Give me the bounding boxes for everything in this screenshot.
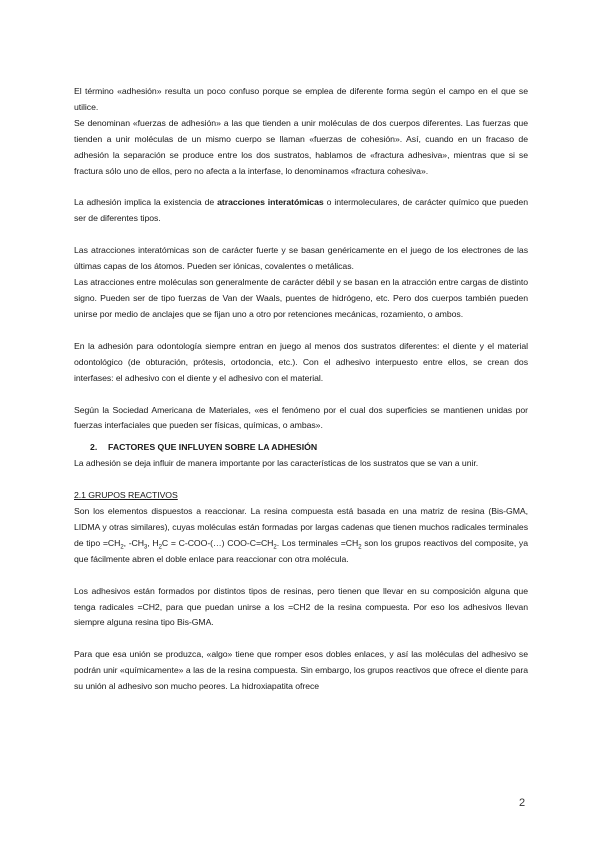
document-page xyxy=(74,84,528,695)
subscript: 3 xyxy=(144,544,148,551)
subsection-heading: 2.1 GRUPOS REACTIVOS xyxy=(74,490,178,501)
paragraph-interatomic xyxy=(74,195,528,227)
section-heading xyxy=(90,440,528,456)
text-run: , -CH xyxy=(123,537,144,548)
paragraph-definition: Según la Sociedad Americana de Materiales, «es el fenómeno por el cual dos superficies se mantienen unidas por fuerzas interfaciales que pueden ser físicas, químicas, o ambas». xyxy=(74,404,528,431)
text-run: C = C-COO-(…) COO-C=CH xyxy=(161,537,274,548)
subscript: 2 xyxy=(273,544,277,551)
page-number: 2 xyxy=(519,797,526,809)
text-run: La adhesión implica la existencia de xyxy=(74,197,218,208)
subscript: 2 xyxy=(158,544,162,551)
paragraph-adhesion-term: El término «adhesión» resulta un poco confuso porque se emplea de diferente forma según el campo en el que se utilice. xyxy=(74,86,528,112)
text-run: son los grupos reactivos del composite, ya que fácilmente abren el doble enlace para reaccionar con otra molécula. xyxy=(74,537,529,564)
section-title: FACTORES QUE INFLUYEN SOBRE LA ADHESIÓN xyxy=(108,442,318,453)
paragraph-adhesives: Los adhesivos están formados por distintos tipos de resinas, pero tienen que llevar en su composición alguna que tenga radicales =CH2, para que puedan unirse a los =CH2 de la resina compuesta. Por eso los adhesivos llevan siempre alguna resina tipo Bis-GMA. xyxy=(74,585,528,628)
paragraph-factors: La adhesión se deja influir de manera importante por las características de los sustratos que se van a unir. xyxy=(74,458,479,469)
subscript: 2 xyxy=(120,544,124,551)
paragraph-intermolecular: Las atracciones entre moléculas son generalmente de carácter débil y se basan en la atracción entre cargas de distinto signo. Pueden ser de tipo fuerzas de Van der Waals, puentes de hidrógeno, etc. Pero dos cuerpos también pueden unirse por medio de anclajes que se fijan uno a otro por retenciones mecánicas, rozamiento, o ambos. xyxy=(74,277,528,319)
subscript: 2 xyxy=(358,544,362,551)
paragraph-adhesion-forces: Se denominan «fuerzas de adhesión» a las que tienden a unir moléculas de dos cuerpos diferentes. Las fuerzas que tienden a unir moléculas de un mismo cuerpo se llaman «fuerzas de cohesión». Así, cuando en un fracaso de adhesión la separación se produce entre los dos sustratos, hablamos de «fractura adhesiva», mientras que si se fractura sólo uno de ellos, pero no afecta a la interfase, lo denominamos «fractura cohesiva». xyxy=(74,117,528,176)
bold-term: atracciones interatómicas xyxy=(217,197,324,208)
paragraph-interatomic-strong: Las atracciones interatómicas son de carácter fuerte y se basan genéricamente en el juego de los electrones de las últimas capas de los átomos. Pueden ser iónicas, covalentes o metálicas. xyxy=(74,245,528,272)
paragraph-union: Para que esa unión se produzca, «algo» tiene que romper esos dobles enlaces, y así las moléculas del adhesivo se podrán unir «químicamente» a las de la resina compuesta. Sin embargo, los grupos reactivos que ofrece el diente para su unión al adhesivo son mucho peores. La hidroxiapatita ofrece xyxy=(74,649,528,692)
text-run: Son los elementos dispuestos a reaccionar. La resina compuesta está basada en una matriz de resina (Bis-GMA, LIDMA y otras similares), cuyas moléculas están formadas por largas cadenas que tienen muchos radicales terminales de tipo =CH xyxy=(74,506,528,548)
paragraph-odontology: En la adhesión para odontología siempre entran en juego al menos dos sustratos diferentes: el diente y el material odontológico (de obturación, prótesis, ortodoncia, etc.). Con el adhesivo interpuesto entre ellos, se crean dos interfases: el adhesivo con el diente y el adhesivo con el material. xyxy=(74,340,528,383)
paragraph-reactive-groups xyxy=(74,504,528,568)
section-number: 2. xyxy=(90,442,98,453)
text-run: , H xyxy=(147,537,159,548)
text-run: o intermoleculares, de carácter químico que pueden ser de diferentes tipos. xyxy=(74,197,528,224)
text-run: . Los terminales =CH xyxy=(276,537,359,548)
